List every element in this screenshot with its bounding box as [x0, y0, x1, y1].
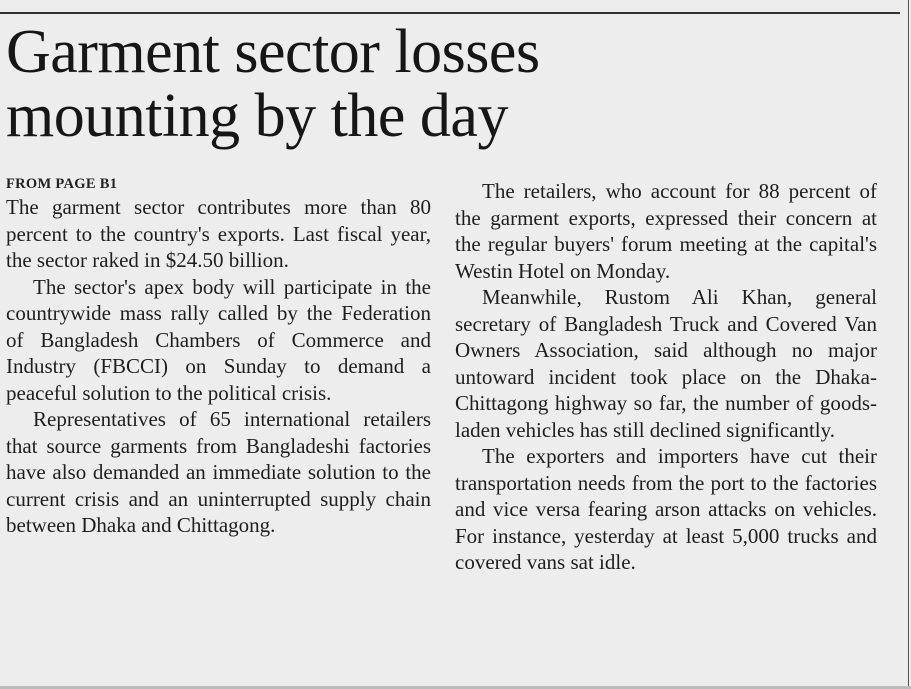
left-column	[6, 174, 431, 539]
headline	[6, 20, 886, 148]
right-column	[455, 174, 877, 576]
paragraph: The exporters and importers have cut their transportation needs from the port to the factories and vice versa fearing arson attacks on vehicles. For instance, yesterday at least 5,000 trucks and covered vans sat idle.	[455, 444, 877, 574]
paragraph: Meanwhile, Rustom Ali Khan, general secretary of Bangladesh Truck and Covered Van Owners Association, said although no major untoward incident took place on the Dhaka-Chittagong highway so far, the number of goods-laden vehicles has still declined significantly.	[455, 285, 877, 442]
top-rule	[0, 12, 900, 14]
paragraph: Representatives of 65 international retailers that source garments from Bangladeshi factories have also demanded an immediate solution to the current crisis and an uninterrupted supply chain between Dhaka and Chittagong.	[6, 407, 431, 537]
from-page-label: FROM PAGE B1	[6, 176, 118, 192]
headline-line-2: mounting by the day	[6, 82, 508, 150]
right-edge-rule	[908, 0, 909, 689]
paragraph: The sector's apex body will participate in the countrywide mass rally called by the Federation of Bangladesh Chambers of Commerce and Industry (FBCCI) on Sunday to demand a peaceful solution to the political crisis.	[6, 274, 431, 405]
paragraph: The retailers, who account for 88 percent of the garment exports, expressed their concern at the regular buyers' forum meeting at the capital's Westin Hotel on Monday.	[455, 179, 877, 283]
headline-line-1: Garment sector losses	[6, 18, 540, 86]
paragraph: The garment sector contributes more than 80 percent to the country's exports. Last fiscal year, the sector raked in $24.50 billion.	[6, 195, 431, 272]
